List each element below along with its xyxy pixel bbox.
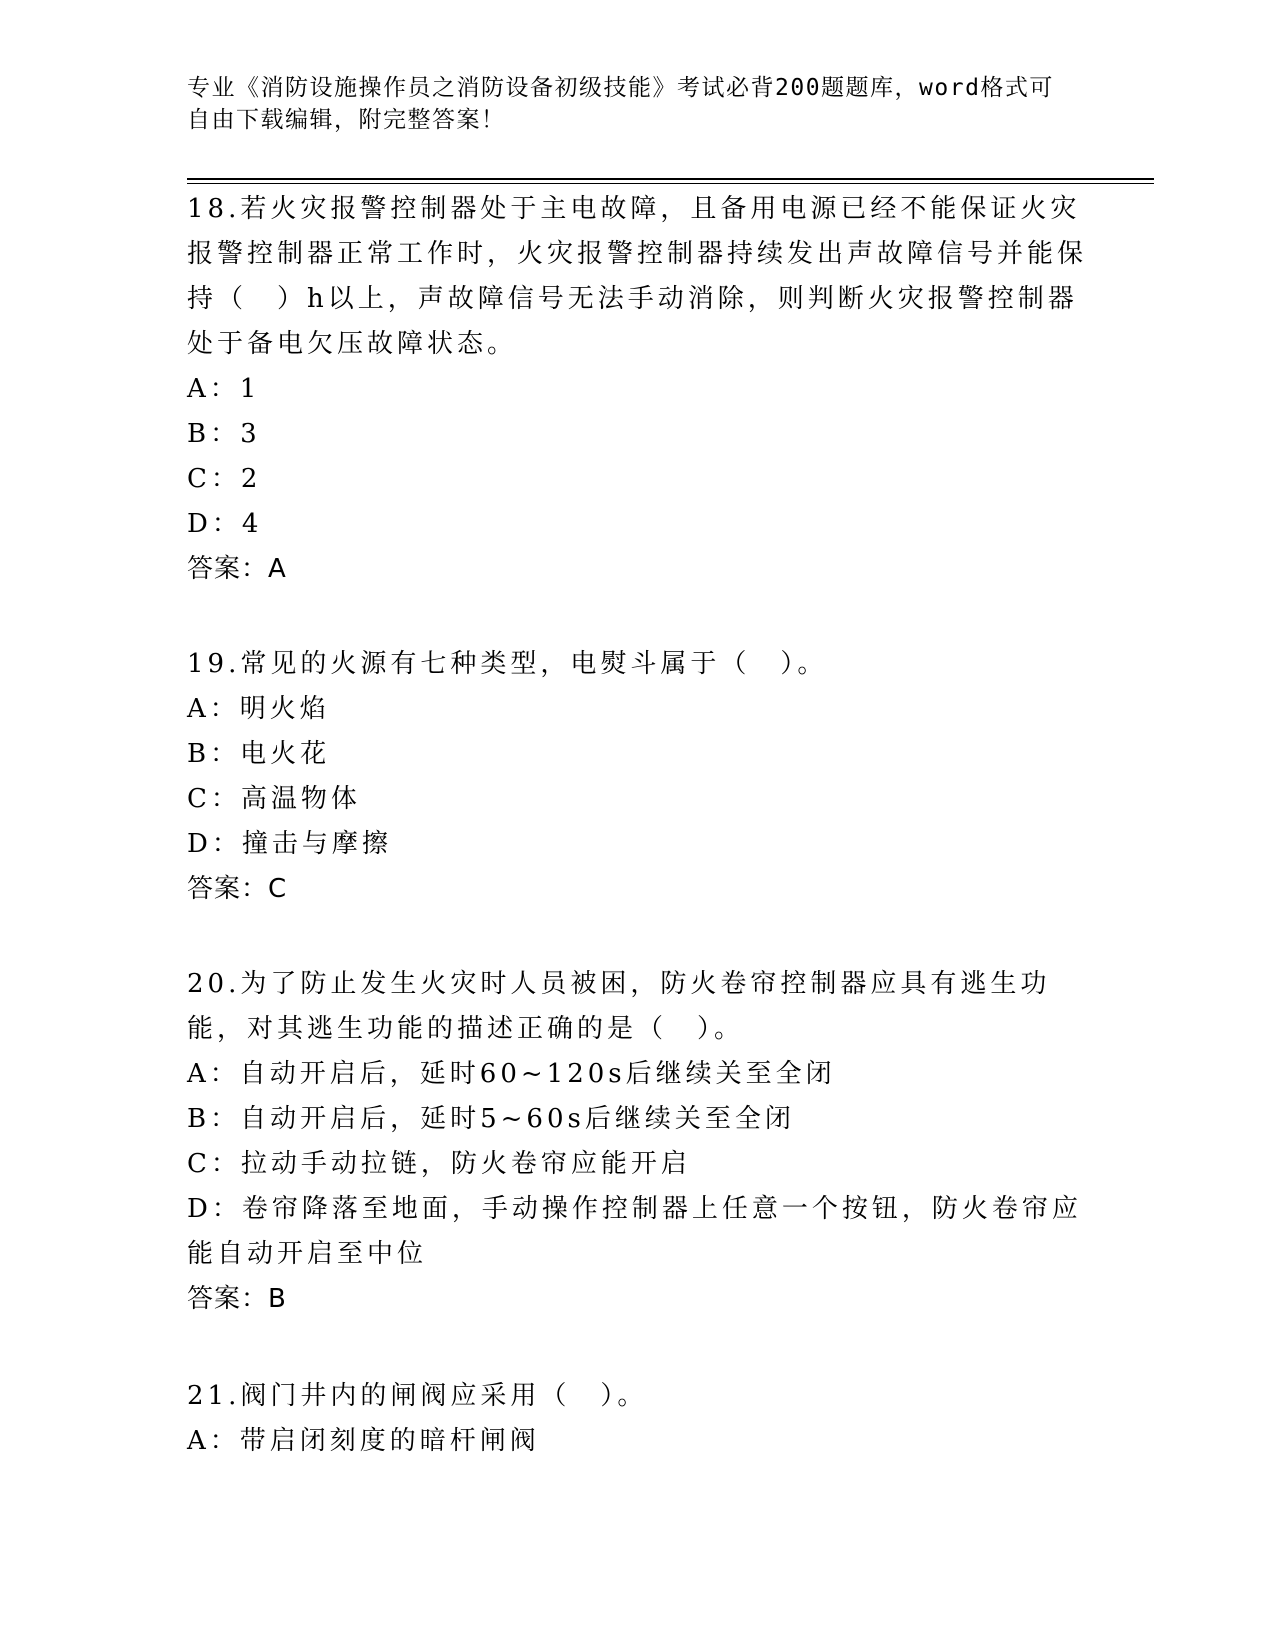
option-c: C：拉动手动拉链，防火卷帘应能开启	[187, 1149, 691, 1179]
answer-line: 答案：C	[187, 874, 288, 904]
answer-line: 答案：B	[187, 1284, 287, 1314]
question-stem: 18.若火灾报警控制器处于主电故障，且备用电源已经不能保证火灾报警控制器正常工作时，火灾报警控制器持续发出声故障信号并能保持（ ）h以上，声故障信号无法手动消除，则判断火灾报警控制器处于备电欠压故障状态。	[187, 194, 1088, 359]
question-19	[187, 642, 1087, 912]
answer-line: 答案：A	[187, 554, 287, 584]
option-d: D：卷帘降落至地面，手动操作控制器上任意一个按钮，防火卷帘应能自动开启至中位	[187, 1194, 1082, 1269]
question-stem: 21.阀门井内的闸阀应采用（ ）。	[187, 1381, 648, 1411]
question-20	[187, 962, 1087, 1322]
option-b: B：3	[187, 419, 261, 449]
question-stem: 19.常见的火源有七种类型，电熨斗属于（ ）。	[187, 649, 828, 679]
question-18	[187, 187, 1087, 592]
option-a: A：带启闭刻度的暗杆闸阀	[187, 1426, 540, 1456]
option-d: D：4	[187, 509, 263, 539]
header-divider-thin	[187, 183, 1154, 184]
option-a: A：自动开启后，延时60~120s后继续关至全闭	[187, 1059, 836, 1089]
option-c: C：2	[187, 464, 262, 494]
question-21	[187, 1374, 1087, 1464]
question-stem: 20.为了防止发生火灾时人员被困，防火卷帘控制器应具有逃生功能，对其逃生功能的描述正确的是（ ）。	[187, 969, 1051, 1044]
option-b: B：电火花	[187, 739, 331, 769]
option-a: A：1	[187, 374, 261, 404]
document-header: 专业《消防设施操作员之消防设备初级技能》考试必背200题题库，word格式可自由下载编辑，附完整答案！	[187, 75, 1054, 133]
header-divider-thick	[187, 178, 1154, 180]
option-a: A：明火焰	[187, 694, 330, 724]
option-b: B：自动开启后，延时5~60s后继续关至全闭	[187, 1104, 795, 1134]
option-c: C：高温物体	[187, 784, 361, 814]
option-d: D：撞击与摩擦	[187, 829, 392, 859]
